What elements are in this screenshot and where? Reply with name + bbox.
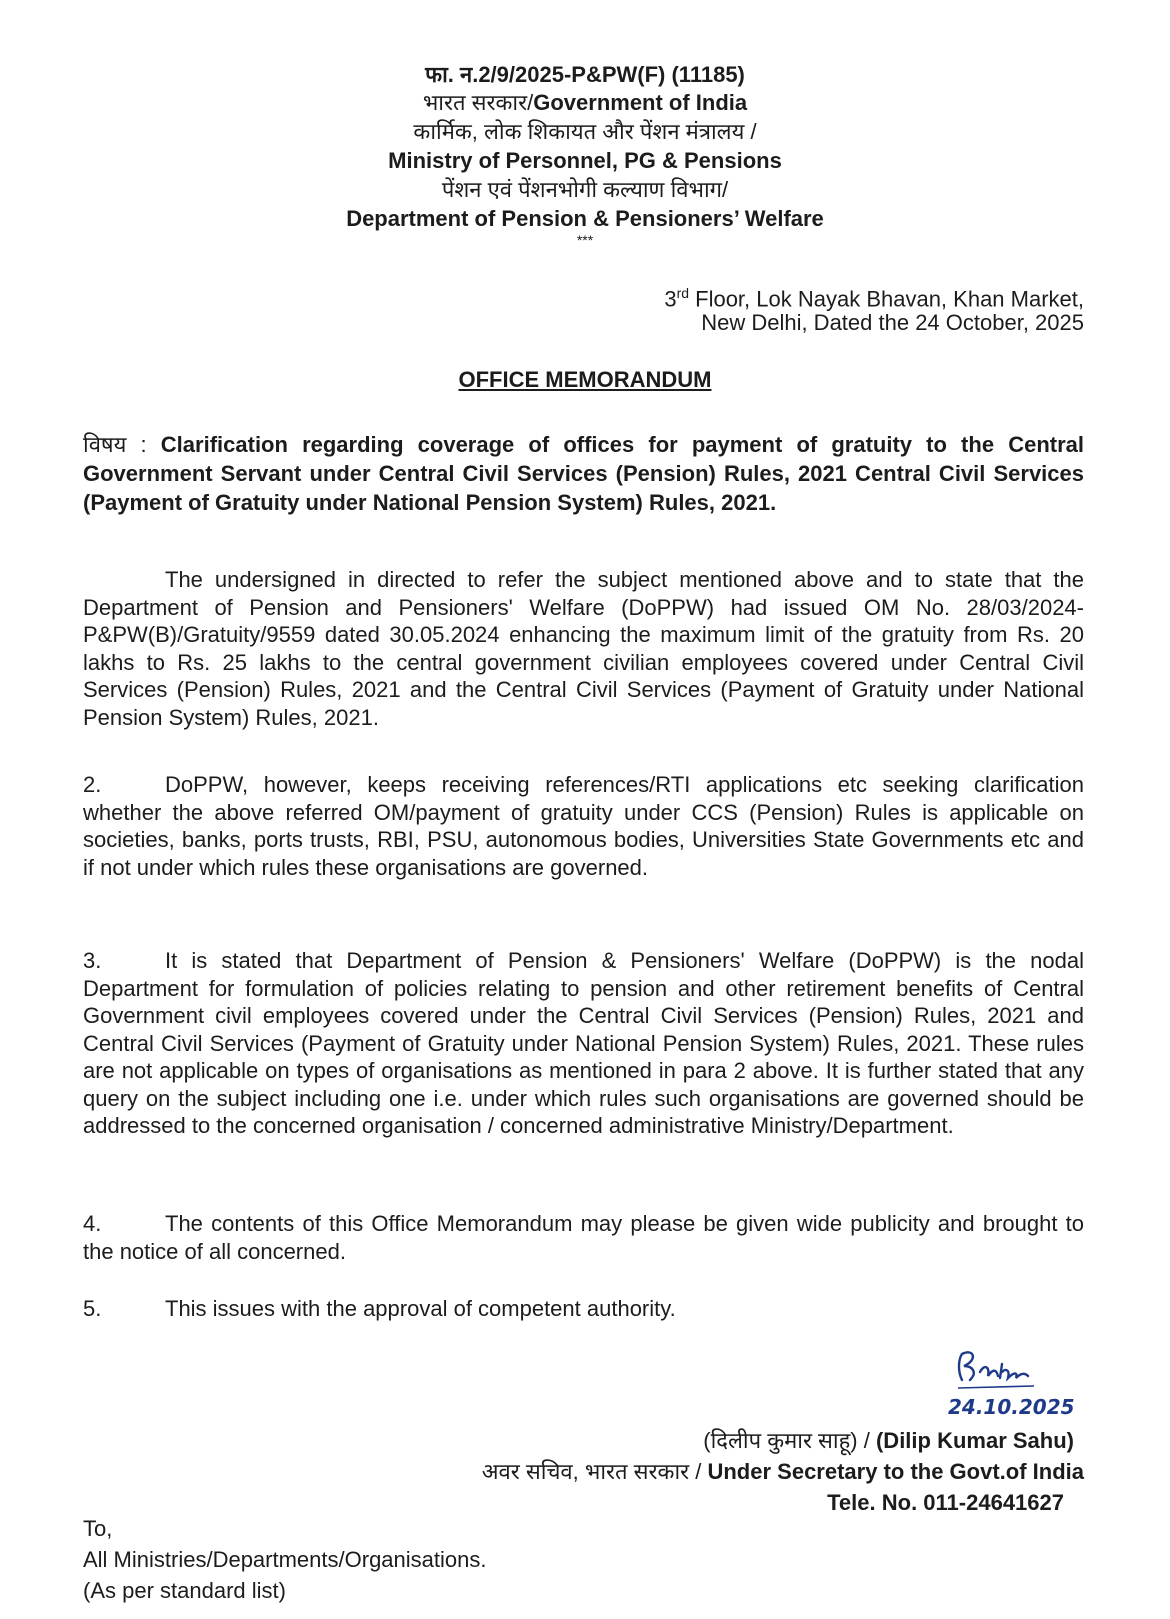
ministry-english: Ministry of Personnel, PG & Pensions <box>388 148 782 173</box>
paragraph-5: 5. This issues with the approval of competent authority. <box>83 1296 676 1321</box>
recipient-line-2: (As per standard list) <box>83 1578 286 1603</box>
handwritten-signature <box>948 1342 1078 1432</box>
government-line: भारत सरकार/Government of India <box>422 90 748 115</box>
signature-date: 24.10.2025 <box>948 1395 1075 1419</box>
paragraph-2: 2. DoPPW, however, keeps receiving references/RTI applications etc seeking clarification whether the above referred OM/payment of gratuity under CCS (Pension) Rules is applicable on societies, banks, ports trusts, RBI, PSU, autonomous bodies, Universities State Governments etc and if not under which rules these organisations are governed. <box>83 772 1084 880</box>
signatory-telephone: Tele. No. 011-24641627 <box>827 1490 1064 1515</box>
memo-title: OFFICE MEMORANDUM <box>458 367 712 392</box>
office-address: 3rd Floor, Lok Nayak Bhavan, Khan Market, <box>664 285 1084 312</box>
department-english: Department of Pension & Pensioners’ Welfare <box>346 206 824 231</box>
separator-stars: *** <box>576 232 594 248</box>
paragraph-4: 4. The contents of this Office Memorandum may please be given wide publicity and brought to the notice of all concerned. <box>83 1211 1084 1264</box>
department-hindi: पेंशन एवं पेंशनभोगी कल्याण विभाग/ <box>441 177 729 202</box>
recipients <box>83 1513 486 1606</box>
recipient-line-1: All Ministries/Departments/Organisations. <box>83 1547 487 1572</box>
dated-line: New Delhi, Dated the 24 October, 2025 <box>701 310 1084 335</box>
subject: विषय : Clarification regarding coverage of offices for payment of gratuity to the Central Government Servant under Central Civil Services (Pension) Rules, 2021 Central Civil Services (Payment of Gratuity under National Pension System) Rules, 2021. <box>83 432 1084 515</box>
paragraph-3: 3. It is stated that Department of Pension & Pensioners' Welfare (DoPPW) is the nodal Department for formulation of policies relating to pension and other retirement benefits of Central Government civil employees covered under the Central Civil Services (Pension) Rules, 2021 and Central Civil Services (Payment of Gratuity under National Pension System) Rules, 2021. These rules are not applicable on types of organisations as mentioned in para 2 above. It is further stated that any query on the subject including one i.e. under which rules such organisations are governed should be addressed to the concerned organisation / concerned administrative Ministry/Department. <box>83 948 1084 1138</box>
file-number: फा. न.2/9/2025-P&PW(F) (11185) <box>425 62 745 87</box>
to-label: To, <box>83 1516 113 1541</box>
ministry-hindi: कार्मिक, लोक शिकायत और पेंशन मंत्रालय / <box>413 119 757 144</box>
paragraph-1: The undersigned in directed to refer the subject mentioned above and to state that the Department of Pension and Pensioners' Welfare (DoPPW) had issued OM No. 28/03/2024-P&PW(B)/Gratuity/9559 dated 30.05.2024 enhancing the maximum limit of the gratuity from Rs. 20 lakhs to Rs. 25 lakhs to the central government civilian employees covered under Central Civil Services (Pension) Rules, 2021 and the Central Civil Services (Payment of Gratuity under National Pension System) Rules, 2021. <box>83 567 1084 730</box>
signatory-name: (दिलीप कुमार साहू) / (Dilip Kumar Sahu) <box>703 1428 1074 1453</box>
signatory-designation: अवर सचिव, भारत सरकार / Under Secretary to the Govt.of India <box>481 1459 1084 1484</box>
